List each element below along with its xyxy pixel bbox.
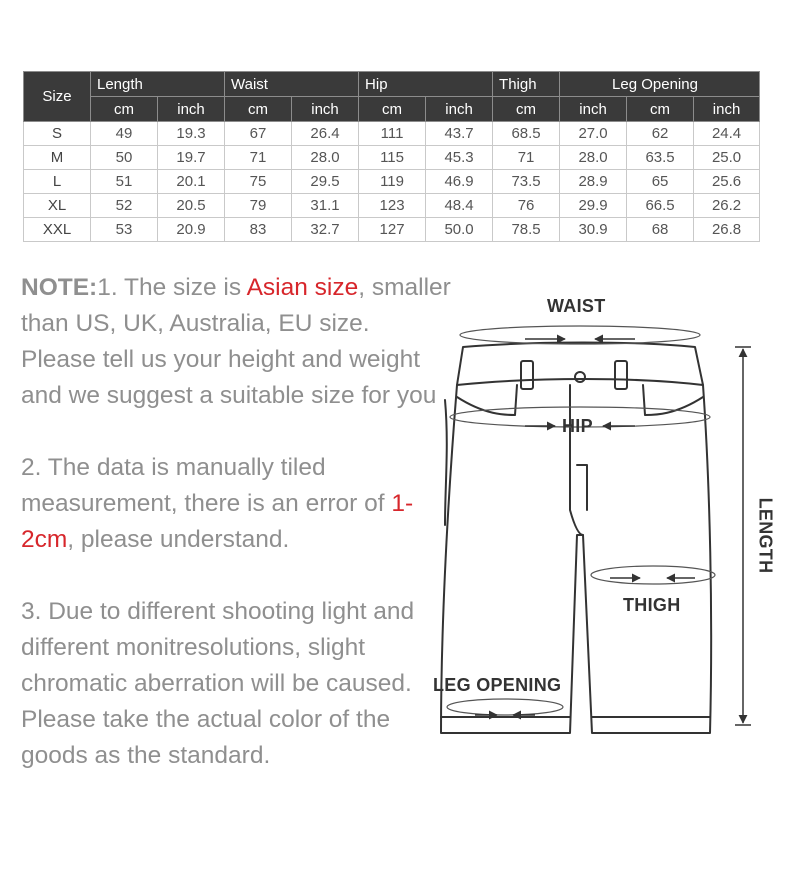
table-cell: 26.2 <box>694 194 760 218</box>
size-label: M <box>24 146 91 170</box>
table-row <box>24 146 760 170</box>
table-cell: 26.4 <box>292 122 359 146</box>
table-group-header-row <box>24 72 760 97</box>
table-cell: 119 <box>359 170 426 194</box>
table-cell: 20.9 <box>158 218 225 242</box>
table-cell: 25.0 <box>694 146 760 170</box>
unit-header: cm <box>359 97 426 122</box>
size-label: S <box>24 122 91 146</box>
table-cell: 31.1 <box>292 194 359 218</box>
waist-label: WAIST <box>547 296 606 316</box>
table-cell: 29.5 <box>292 170 359 194</box>
table-cell: 19.3 <box>158 122 225 146</box>
unit-header: inch <box>426 97 493 122</box>
table-cell: 76 <box>493 194 560 218</box>
table-cell: 123 <box>359 194 426 218</box>
table-cell: 127 <box>359 218 426 242</box>
note-lead: NOTE: <box>21 274 98 301</box>
table-unit-header-row <box>24 97 760 122</box>
table-cell: 50.0 <box>426 218 493 242</box>
header-hip: Hip <box>359 72 493 97</box>
table-cell: 71 <box>225 146 292 170</box>
table-cell: 28.0 <box>560 146 627 170</box>
table-cell: 49 <box>91 122 158 146</box>
table-cell: 62 <box>627 122 694 146</box>
table-row <box>24 218 760 242</box>
header-thigh: Thigh <box>493 72 560 97</box>
note-2-text-a: 2. The data is manually tiled measurement, there is an error of <box>21 454 392 517</box>
thigh-label: THIGH <box>623 595 681 615</box>
table-cell: 28.0 <box>292 146 359 170</box>
unit-header: inch <box>158 97 225 122</box>
table-cell: 50 <box>91 146 158 170</box>
table-cell: 48.4 <box>426 194 493 218</box>
unit-header: inch <box>560 97 627 122</box>
table-cell: 52 <box>91 194 158 218</box>
unit-header: cm <box>627 97 694 122</box>
table-cell: 32.7 <box>292 218 359 242</box>
header-waist: Waist <box>225 72 359 97</box>
unit-header: cm <box>493 97 560 122</box>
table-cell: 66.5 <box>627 194 694 218</box>
table-cell: 20.1 <box>158 170 225 194</box>
table-cell: 25.6 <box>694 170 760 194</box>
table-cell: 45.3 <box>426 146 493 170</box>
note-1-text-b: , smaller than US, UK, Australia, EU size. Please tell us your height and weight and we suggest a suitable size for you <box>21 274 451 409</box>
table-cell: 83 <box>225 218 292 242</box>
table-cell: 29.9 <box>560 194 627 218</box>
size-label: XXL <box>24 218 91 242</box>
table-row <box>24 122 760 146</box>
table-cell: 30.9 <box>560 218 627 242</box>
unit-header: inch <box>292 97 359 122</box>
table-cell: 78.5 <box>493 218 560 242</box>
note-2-highlight: 1-2cm <box>21 490 414 553</box>
table-row <box>24 194 760 218</box>
note-3: 3. Due to different shooting light and different monitresolutions, slight chromatic aberration will be caused. Please take the actual color of the goods as the standard. <box>21 598 415 769</box>
table-cell: 75 <box>225 170 292 194</box>
table-cell: 27.0 <box>560 122 627 146</box>
table-row <box>24 170 760 194</box>
table-cell: 20.5 <box>158 194 225 218</box>
table-cell: 28.9 <box>560 170 627 194</box>
table-cell: 51 <box>91 170 158 194</box>
table-cell: 115 <box>359 146 426 170</box>
length-label: LENGTH <box>755 497 776 574</box>
unit-header: cm <box>91 97 158 122</box>
table-cell: 26.8 <box>694 218 760 242</box>
table-cell: 43.7 <box>426 122 493 146</box>
size-label: XL <box>24 194 91 218</box>
table-cell: 19.7 <box>158 146 225 170</box>
table-cell: 79 <box>225 194 292 218</box>
table-cell: 71 <box>493 146 560 170</box>
table-cell: 68 <box>627 218 694 242</box>
table-cell: 53 <box>91 218 158 242</box>
table-cell: 65 <box>627 170 694 194</box>
table-cell: 46.9 <box>426 170 493 194</box>
header-size: Size <box>24 72 91 122</box>
note-2 <box>21 450 451 558</box>
note-2-text-b: , please understand. <box>67 526 290 553</box>
note-1-text-a: 1. The size is <box>97 274 247 301</box>
table-cell: 67 <box>225 122 292 146</box>
table-cell: 73.5 <box>493 170 560 194</box>
header-length: Length <box>91 72 225 97</box>
note-1 <box>21 270 451 414</box>
unit-header: cm <box>225 97 292 122</box>
hip-label: HIP <box>562 416 593 436</box>
header-leg-opening: Leg Opening <box>560 72 760 97</box>
unit-header: inch <box>694 97 760 122</box>
table-cell: 24.4 <box>694 122 760 146</box>
size-chart-table <box>23 71 760 242</box>
table-cell: 63.5 <box>627 146 694 170</box>
table-cell: 111 <box>359 122 426 146</box>
note-1-highlight: Asian size <box>246 274 359 301</box>
shorts-measurement-diagram <box>405 285 790 765</box>
leg-opening-label: LEG OPENING <box>433 675 562 695</box>
table-cell: 68.5 <box>493 122 560 146</box>
size-notes <box>21 270 451 810</box>
size-label: L <box>24 170 91 194</box>
